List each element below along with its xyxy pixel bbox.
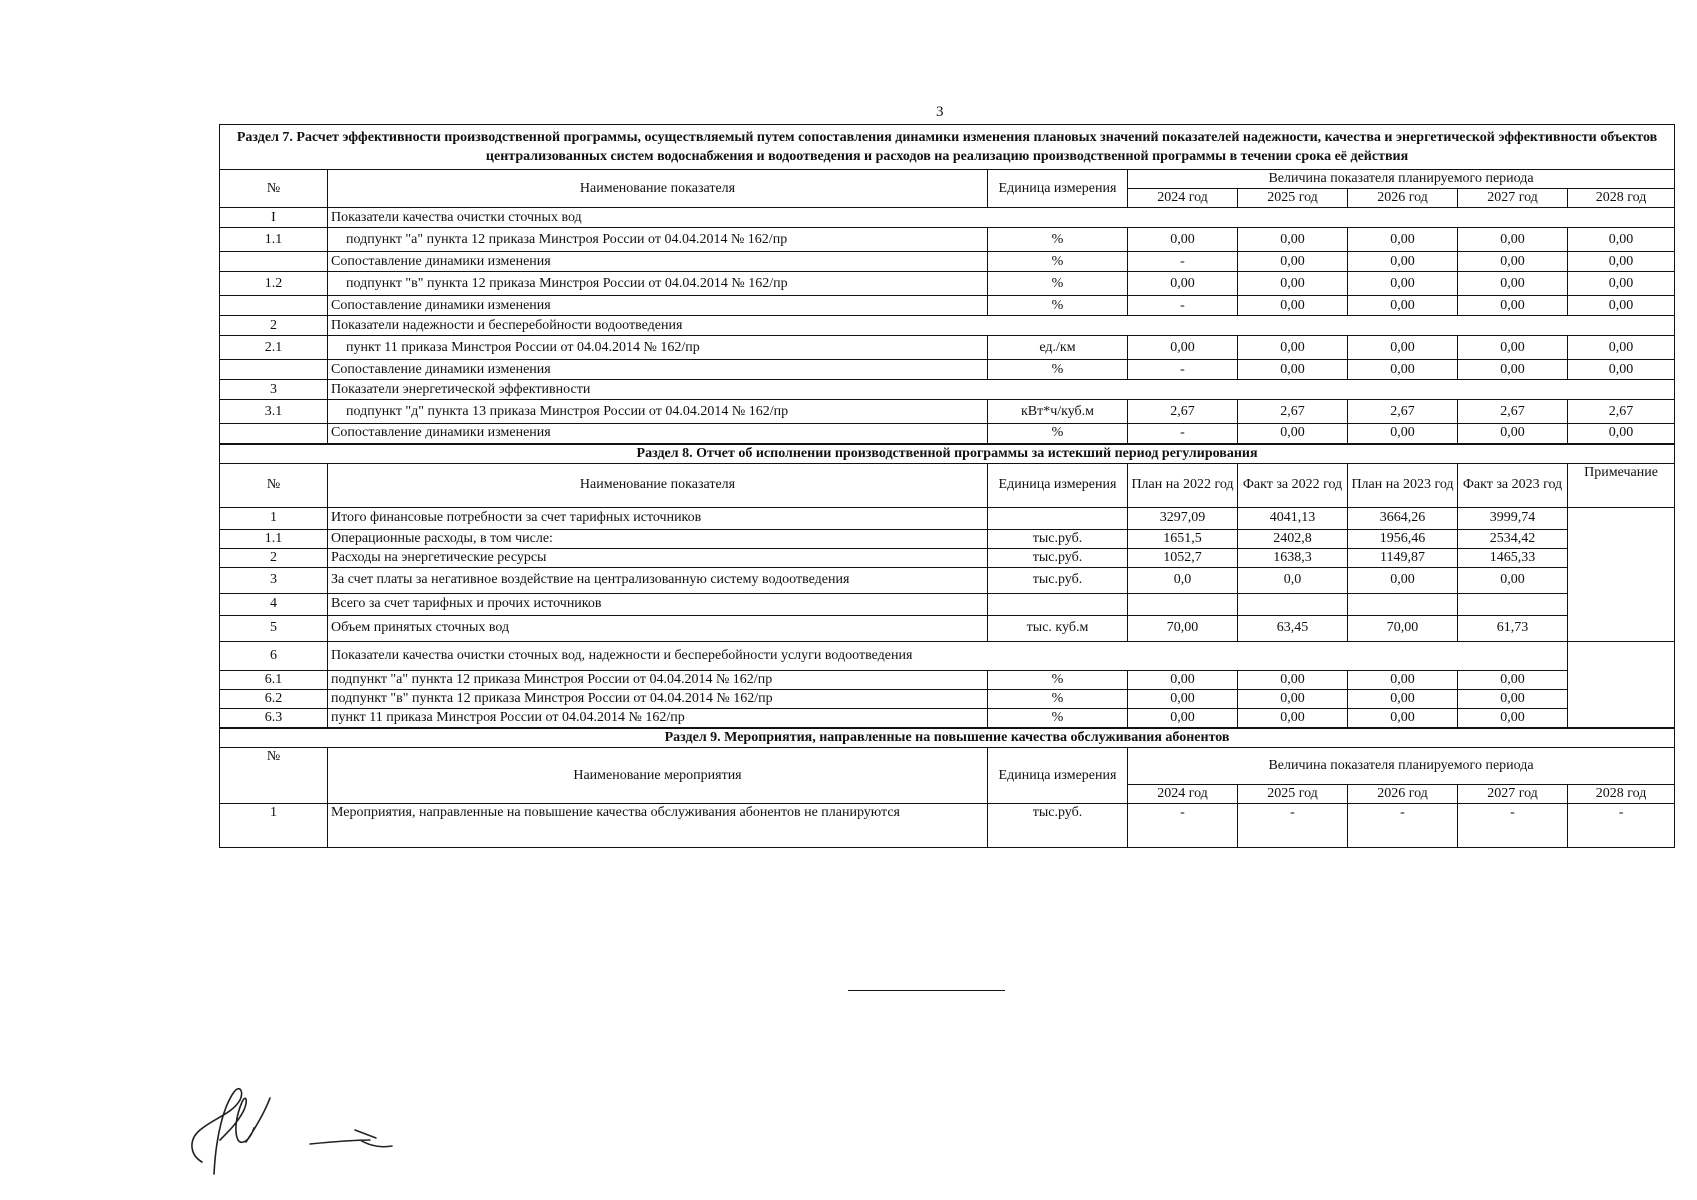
row-number: 6.2 [220,690,328,709]
value-cell: 0,0 [1128,567,1238,593]
group-label: Показатели надежности и бесперебойности водоотведения [328,316,1675,336]
value-cell: 0,00 [1238,272,1348,296]
value-cell [1348,593,1458,615]
s8-header-unit: Единица измерения [988,463,1128,507]
value-cell: 1052,7 [1128,548,1238,567]
value-cell [1238,593,1348,615]
year-header: 2024 год [1128,189,1238,208]
unit-cell [988,507,1128,529]
value-cell: 0,00 [1458,690,1568,709]
s8-header-plan-2023: План на 2023 год [1348,463,1458,507]
value-cell [1128,593,1238,615]
table-row [220,208,1675,228]
value-cell: 0,00 [1348,228,1458,252]
unit-cell: тыс.руб. [988,804,1128,848]
indicator-name: Сопоставление динамики изменения [328,424,988,444]
value-cell: 0,00 [1238,336,1348,360]
value-cell: 0,00 [1568,424,1675,444]
value-cell: 0,00 [1128,336,1238,360]
indicator-name: Сопоставление динамики изменения [328,252,988,272]
table-row [220,336,1675,360]
unit-cell: % [988,296,1128,316]
value-cell: 0,00 [1458,228,1568,252]
s8-header-note: Примечание [1568,463,1675,507]
indicator-name: пункт 11 приказа Минстроя России от 04.04.2014 № 162/пр [328,336,988,360]
value-cell: 0,00 [1568,272,1675,296]
note-cell [1568,641,1675,728]
value-cell: 2,67 [1348,400,1458,424]
value-cell: 2402,8 [1238,529,1348,548]
row-number: 6.1 [220,670,328,689]
section7-table [220,125,1675,444]
indicator-name: Объем принятых сточных вод [328,615,988,641]
table-row [220,709,1675,729]
value-cell: 1149,87 [1348,548,1458,567]
year-header: 2027 год [1458,189,1568,208]
row-number: 1.1 [220,529,328,548]
table-row [220,641,1675,670]
value-cell: 0,00 [1238,709,1348,729]
value-cell: 0,00 [1348,296,1458,316]
year-header: 2024 год [1128,785,1238,804]
row-number: 2 [220,316,328,336]
value-cell: 61,73 [1458,615,1568,641]
value-cell: 70,00 [1348,615,1458,641]
value-cell: 0,00 [1128,272,1238,296]
value-cell: - [1128,804,1238,848]
value-cell: 0,00 [1238,252,1348,272]
value-cell: 70,00 [1128,615,1238,641]
indicator-name: Сопоставление динамики изменения [328,360,988,380]
table-row [220,360,1675,380]
value-cell: 0,00 [1458,709,1568,729]
value-cell: 3297,09 [1128,507,1238,529]
value-cell: - [1128,296,1238,316]
indicator-name: подпункт "в" пункта 12 приказа Минстроя России от 04.04.2014 № 162/пр [328,690,988,709]
s7-header-unit: Единица измерения [988,170,1128,208]
table-row [220,424,1675,444]
table-row [220,548,1675,567]
indicator-name: Сопоставление динамики изменения [328,296,988,316]
value-cell: 0,00 [1238,360,1348,380]
section8-table [220,444,1675,729]
row-number: 4 [220,593,328,615]
value-cell: 0,00 [1128,709,1238,729]
value-cell: 0,00 [1238,296,1348,316]
value-cell: 2,67 [1238,400,1348,424]
table-row [220,529,1675,548]
value-cell: - [1348,804,1458,848]
value-cell: 0,00 [1348,360,1458,380]
value-cell: 2534,42 [1458,529,1568,548]
signature [180,1070,420,1180]
value-cell: 0,00 [1458,336,1568,360]
value-cell: 2,67 [1128,400,1238,424]
s7-header-num: № [220,170,328,208]
value-cell: 0,00 [1458,252,1568,272]
row-number [220,252,328,272]
indicator-name: пункт 11 приказа Минстроя России от 04.04.2014 № 162/пр [328,709,988,729]
table-row [220,400,1675,424]
table-row [220,252,1675,272]
unit-cell: кВт*ч/куб.м [988,400,1128,424]
s8-header-fact-2023: Факт за 2023 год [1458,463,1568,507]
value-cell: 0,00 [1128,690,1238,709]
indicator-name: Расходы на энергетические ресурсы [328,548,988,567]
s9-header-num: № [220,748,328,804]
value-cell: - [1128,360,1238,380]
row-number: 3 [220,380,328,400]
value-cell: 0,00 [1568,252,1675,272]
unit-cell: % [988,272,1128,296]
activity-name: Мероприятия, направленные на повышение качества обслуживания абонентов не планируются [328,804,988,848]
row-number: 1 [220,804,328,848]
group-label: Показатели качества очистки сточных вод [328,208,1675,228]
indicator-name: подпункт "а" пункта 12 приказа Минстроя России от 04.04.2014 № 162/пр [328,670,988,689]
unit-cell: % [988,228,1128,252]
note-cell [1568,507,1675,641]
row-number: 1.1 [220,228,328,252]
indicator-name: Операционные расходы, в том числе: [328,529,988,548]
table-row [220,567,1675,593]
table-row [220,316,1675,336]
table-row [220,507,1675,529]
unit-cell: % [988,424,1128,444]
value-cell: 0,00 [1348,670,1458,689]
year-header: 2025 год [1238,785,1348,804]
row-number [220,296,328,316]
value-cell: 0,00 [1458,272,1568,296]
value-cell: 0,00 [1128,228,1238,252]
row-number: 3.1 [220,400,328,424]
value-cell: 2,67 [1458,400,1568,424]
value-cell: 0,00 [1128,670,1238,689]
document-table [219,124,1675,848]
row-number: 2.1 [220,336,328,360]
unit-cell: % [988,360,1128,380]
unit-cell: % [988,670,1128,689]
row-number: 3 [220,567,328,593]
s7-header-period: Величина показателя планируемого периода [1128,170,1675,189]
s9-header-unit: Единица измерения [988,748,1128,804]
s7-header-name: Наименование показателя [328,170,988,208]
row-number: 2 [220,548,328,567]
row-number: 6 [220,641,328,670]
year-header: 2028 год [1568,785,1675,804]
value-cell: - [1128,424,1238,444]
year-header: 2028 год [1568,189,1675,208]
value-cell: 0,00 [1238,670,1348,689]
year-header: 2026 год [1348,189,1458,208]
value-cell: 0,00 [1458,296,1568,316]
indicator-name: подпункт "д" пункта 13 приказа Минстроя России от 04.04.2014 № 162/пр [328,400,988,424]
indicator-name: За счет платы за негативное воздействие на централизованную систему водоотведения [328,567,988,593]
table-row [220,593,1675,615]
value-cell: 1651,5 [1128,529,1238,548]
table-row [220,615,1675,641]
value-cell: 0,00 [1348,424,1458,444]
value-cell: 0,00 [1458,360,1568,380]
year-header: 2026 год [1348,785,1458,804]
row-number [220,424,328,444]
unit-cell [988,593,1128,615]
value-cell: 3664,26 [1348,507,1458,529]
row-number: I [220,208,328,228]
value-cell: 0,00 [1348,272,1458,296]
value-cell: 0,00 [1238,690,1348,709]
value-cell: - [1568,804,1675,848]
value-cell: 0,00 [1348,690,1458,709]
group-label: Показатели качества очистки сточных вод, надежности и бесперебойности услуги водоотведения [328,641,1568,670]
row-number: 1 [220,507,328,529]
year-header: 2025 год [1238,189,1348,208]
s8-header-fact-2022: Факт за 2022 год [1238,463,1348,507]
section9-title: Раздел 9. Мероприятия, направленные на повышение качества обслуживания абонентов [220,728,1675,748]
table-row [220,380,1675,400]
unit-cell: тыс.руб. [988,567,1128,593]
table-row [220,690,1675,709]
value-cell: 0,00 [1568,296,1675,316]
table-row [220,670,1675,689]
value-cell: 0,00 [1458,670,1568,689]
indicator-name: Итого финансовые потребности за счет тарифных источников [328,507,988,529]
s9-header-period: Величина показателя планируемого периода [1128,748,1675,785]
s9-header-name: Наименование мероприятия [328,748,988,804]
value-cell: 0,0 [1238,567,1348,593]
page-number: 3 [936,104,944,120]
value-cell: 0,00 [1458,424,1568,444]
table-row [220,228,1675,252]
row-number: 6.3 [220,709,328,729]
section9-table [220,728,1675,848]
unit-cell: % [988,252,1128,272]
value-cell: - [1238,804,1348,848]
table-row [220,272,1675,296]
value-cell: 0,00 [1238,424,1348,444]
table-row [220,296,1675,316]
indicator-name: подпункт "а" пункта 12 приказа Минстроя России от 04.04.2014 № 162/пр [328,228,988,252]
value-cell: 0,00 [1568,336,1675,360]
value-cell: 0,00 [1568,228,1675,252]
row-number [220,360,328,380]
unit-cell: % [988,690,1128,709]
value-cell: 0,00 [1348,252,1458,272]
value-cell: - [1128,252,1238,272]
value-cell: - [1458,804,1568,848]
group-label: Показатели энергетической эффективности [328,380,1675,400]
unit-cell: % [988,709,1128,729]
value-cell: 1638,3 [1238,548,1348,567]
indicator-name: подпункт "в" пункта 12 приказа Минстроя России от 04.04.2014 № 162/пр [328,272,988,296]
value-cell: 1465,33 [1458,548,1568,567]
s8-header-plan-2022: План на 2022 год [1128,463,1238,507]
unit-cell: тыс.руб. [988,529,1128,548]
unit-cell: тыс.руб. [988,548,1128,567]
value-cell: 0,00 [1458,567,1568,593]
value-cell [1458,593,1568,615]
value-cell: 4041,13 [1238,507,1348,529]
section7-title: Раздел 7. Расчет эффективности производственной программы, осуществляемый путем сопоставления динамики изменения плановых значений показателей надежности, качества и энергетической эффективности объектов централизованных систем водоснабжения и водоотведения и расходов на реализацию производственной программы в течении срока её действия [220,125,1675,170]
indicator-name: Всего за счет тарифных и прочих источников [328,593,988,615]
unit-cell: ед./км [988,336,1128,360]
value-cell: 0,00 [1348,709,1458,729]
unit-cell: тыс. куб.м [988,615,1128,641]
section8-title: Раздел 8. Отчет об исполнении производственной программы за истекший период регулирования [220,444,1675,464]
value-cell: 2,67 [1568,400,1675,424]
value-cell: 0,00 [1348,336,1458,360]
value-cell: 0,00 [1348,567,1458,593]
footer-rule [848,990,1005,991]
table-row [220,804,1675,848]
value-cell: 0,00 [1568,360,1675,380]
s8-header-name: Наименование показателя [328,463,988,507]
value-cell: 0,00 [1238,228,1348,252]
value-cell: 63,45 [1238,615,1348,641]
row-number: 1.2 [220,272,328,296]
year-header: 2027 год [1458,785,1568,804]
value-cell: 1956,46 [1348,529,1458,548]
row-number: 5 [220,615,328,641]
s8-header-num: № [220,463,328,507]
value-cell: 3999,74 [1458,507,1568,529]
